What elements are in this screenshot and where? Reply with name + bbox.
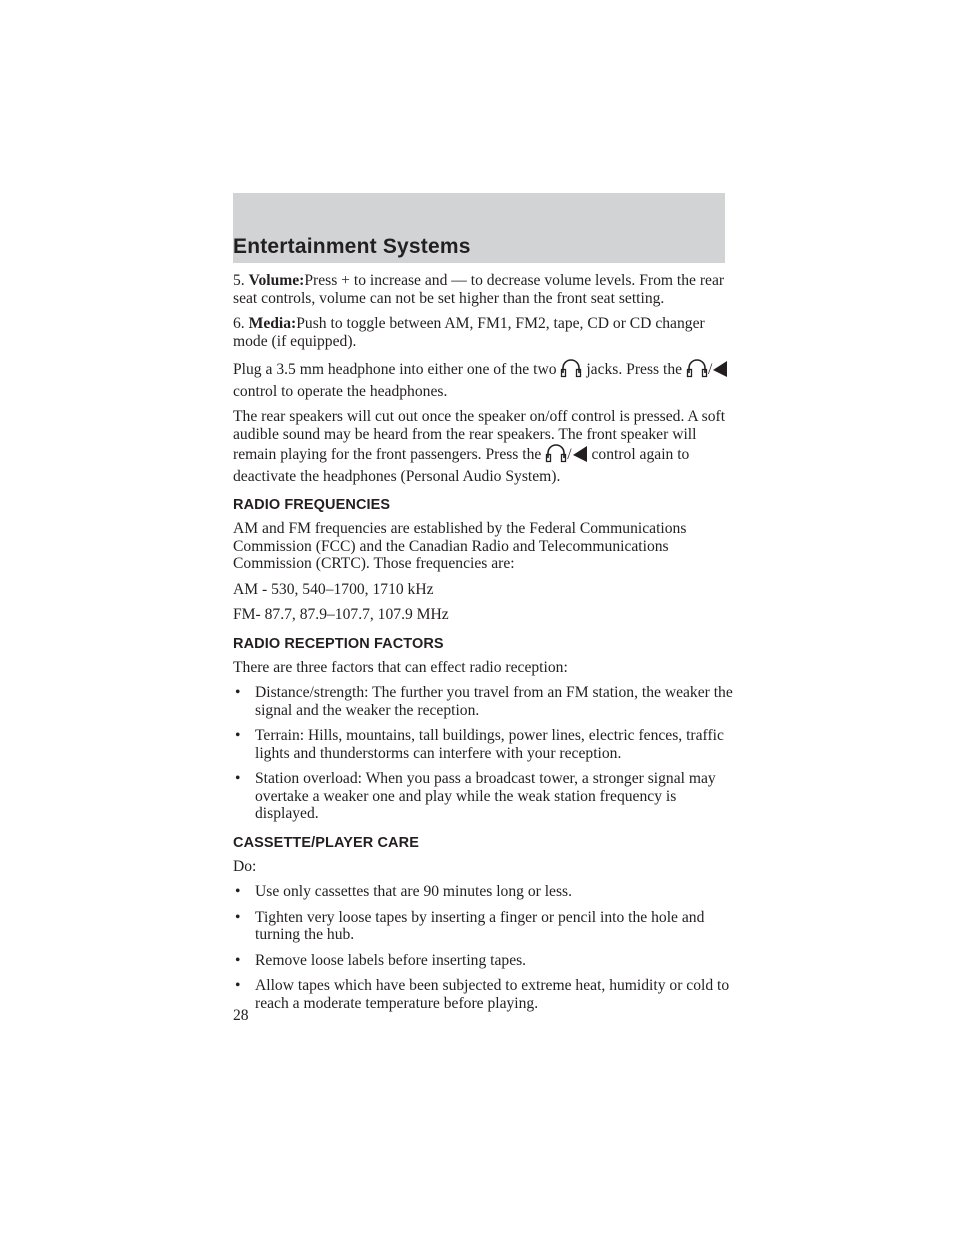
headphone-instructions bbox=[233, 358, 733, 400]
bullet: • bbox=[235, 883, 241, 900]
item-number: 6. bbox=[233, 315, 245, 332]
rear-speaker-note bbox=[233, 408, 733, 485]
slash: / bbox=[567, 446, 572, 463]
paragraph: Do: bbox=[233, 857, 257, 875]
speaker-off-icon bbox=[712, 360, 728, 383]
headphone-icon bbox=[545, 443, 567, 468]
list-item bbox=[233, 909, 733, 944]
list-item-text: Allow tapes which have been subjected to extreme heat, humidity or cold to reach a moderate temperature before playing. bbox=[255, 977, 730, 1012]
paragraph: There are three factors that can effect radio reception: bbox=[233, 658, 568, 676]
media-item bbox=[233, 315, 733, 350]
list-item bbox=[233, 883, 733, 901]
bullet: • bbox=[235, 951, 241, 969]
am-frequencies: AM - 530, 540–1700, 1710 kHz bbox=[233, 580, 434, 598]
section-heading: RADIO FREQUENCIES bbox=[233, 497, 391, 513]
list-item bbox=[233, 977, 733, 1012]
page-content bbox=[233, 272, 733, 1020]
page-number: 28 bbox=[233, 1007, 249, 1024]
list-item bbox=[233, 684, 733, 719]
speaker-off-icon bbox=[572, 445, 588, 468]
bullet: • bbox=[235, 770, 241, 787]
item-text: Push to toggle between AM, FM1, FM2, tape, CD or CD changer mode (if equipped). bbox=[233, 315, 705, 350]
list-item-text: Use only cassettes that are 90 minutes long or less. bbox=[255, 883, 573, 900]
list-item bbox=[233, 727, 733, 762]
list-item-text: Remove loose labels before inserting tapes. bbox=[255, 951, 527, 969]
bullet: • bbox=[235, 727, 241, 744]
text: The rear speakers will cut out once the speaker on/off control is pressed. A soft audible sound may be heard from the rear speakers. The front speaker will remain playing for the front passengers. Press the bbox=[233, 408, 726, 463]
bullet: • bbox=[235, 908, 241, 926]
slash: / bbox=[707, 361, 713, 378]
list-item-text: Terrain: Hills, mountains, tall buildings, power lines, electric fences, traffic lights and thunderstorms can interfere with your reception. bbox=[255, 727, 724, 762]
text: control again to deactivate the headphones (Personal Audio System). bbox=[233, 446, 690, 485]
bullet-list bbox=[233, 883, 733, 1012]
list-item bbox=[233, 952, 733, 970]
list-item-text: Station overload: When you pass a broadcast tower, a stronger signal may overtake a weaker one and play while the weak station frequency is displayed. bbox=[255, 770, 716, 822]
paragraph: AM and FM frequencies are established by the Federal Communications Commission (FCC) and the Canadian Radio and Telecommunications Commission (CRTC). Those frequencies are: bbox=[233, 520, 687, 572]
list-item-text: Distance/strength: The further you travel from an FM station, the weaker the signal and the weaker the reception. bbox=[255, 684, 733, 719]
section-heading: RADIO RECEPTION FACTORS bbox=[233, 635, 444, 652]
item-label: Media: bbox=[248, 315, 297, 332]
volume-item bbox=[233, 272, 733, 307]
headphone-icon bbox=[560, 358, 582, 383]
text: jacks. Press the bbox=[586, 361, 683, 378]
item-number: 5. bbox=[233, 272, 245, 289]
bullet-list bbox=[233, 684, 733, 823]
fm-frequencies: FM- 87.7, 87.9–107.7, 107.9 MHz bbox=[233, 606, 449, 623]
section-heading: CASSETTE/PLAYER CARE bbox=[233, 834, 419, 851]
headphone-icon bbox=[686, 358, 708, 383]
item-label: Volume: bbox=[248, 272, 305, 289]
bullet: • bbox=[235, 977, 241, 994]
item-text: Press + to increase and — to decrease volume levels. From the rear seat controls, volume can not be set higher than the front seat setting. bbox=[233, 272, 725, 307]
bullet: • bbox=[235, 684, 241, 701]
list-item-text: Tighten very loose tapes by inserting a finger or pencil into the hole and turning the hub. bbox=[255, 908, 705, 943]
page-title: Entertainment Systems bbox=[233, 235, 471, 258]
text: control to operate the headphones. bbox=[233, 382, 448, 400]
list-item bbox=[233, 770, 733, 823]
text: Plug a 3.5 mm headphone into either one of the two bbox=[233, 361, 557, 378]
